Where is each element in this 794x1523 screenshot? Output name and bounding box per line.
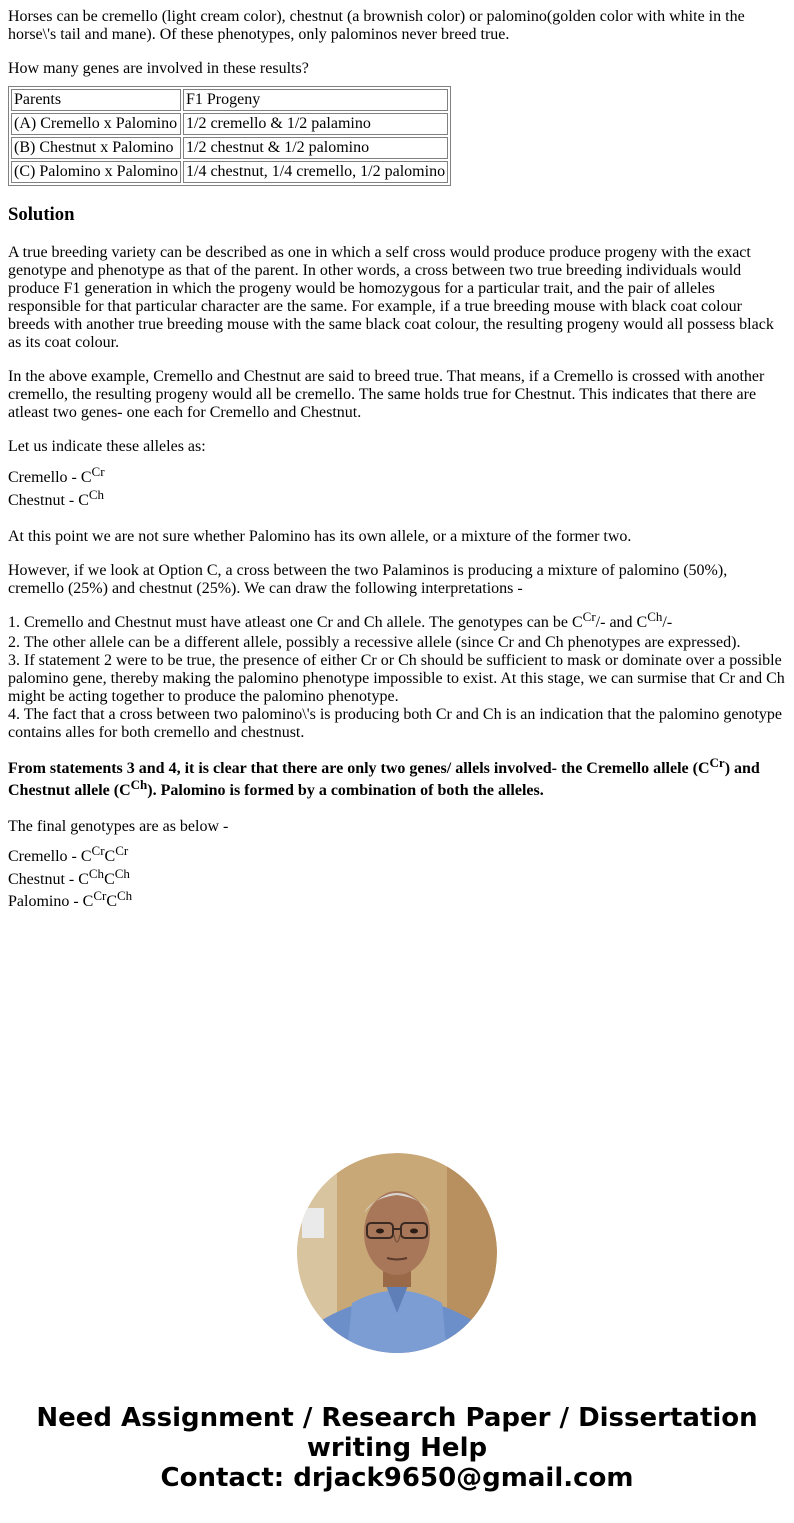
solution-paragraph: The final genotypes are as below - (8, 818, 229, 835)
table-cell: 1/2 cremello & 1/2 palamino (183, 113, 448, 135)
statement-2: 2. The other allele can be a different allele, possibly a recessive allele (since Cr and Ch phenotypes are expressed). (8, 634, 741, 651)
header-f1-progeny: F1 Progeny (183, 89, 448, 111)
chestnut-genotype: Chestnut - $C^{Ch}C^{Ch}$ (8, 865, 130, 888)
table-row (11, 161, 448, 183)
table-header-row (11, 89, 448, 111)
solution-paragraph: However, if we look at Option C, a cross between the two Palaminos is producing a mixture of palomino (50%), cremello (25%) and chestnut (25%). We can draw the following interpretations - (8, 562, 728, 597)
header-parents: Parents (11, 89, 181, 111)
solution-paragraph: In the above example, Cremello and Chestnut are said to breed true. That means, if a Cremello is crossed with another cremello, the resulting progeny would all be cremello. The same holds true for Chestnut. This indicates that there are atleast two genes- one each for Cremello and Chestnut. (8, 368, 765, 421)
statement-4: 4. The fact that a cross between two palomino\'s is producing both Cr and Ch is an indication that the palomino genotype contains alles for both cremello and chestnust. (8, 706, 782, 741)
palomino-genotype: Palomino - $C^{Cr}C^{Ch}$ (8, 888, 133, 910)
cremello-allele: Cremello - $C^{Cr}$ (8, 464, 105, 486)
contact-banner (0, 1403, 794, 1493)
solution-heading: Solution (8, 204, 75, 225)
chestnut-allele: Chestnut - $C^{Ch}$ (8, 487, 105, 509)
question-intro: Horses can be cremello (light cream color), chestnut (a brownish color) or palomino(golden color with white in the horse\'s tail and mane). Of these phenotypes, only palominos never breed true. (8, 8, 745, 43)
final-genotypes (8, 843, 786, 914)
table-cell: 1/4 chestnut, 1/4 cremello, 1/2 palomino (183, 161, 448, 183)
statement-3: 3. If statement 2 were to be true, the presence of either Cr or Ch should be sufficient to mask or dominate over a possible palomino gene, thereby making the palomino phenotype impossible to exist. At this stage, we can surmise that Cr and Ch might be acting together to produce the palomino phenotype. (8, 652, 785, 705)
banner-line-1: Need Assignment / Research Paper / Dissertation (36, 1403, 758, 1433)
banner-line-2: writing Help (306, 1433, 488, 1463)
cross-table (8, 86, 451, 186)
banner-contact: Contact: drjack9650@gmail.com (160, 1463, 634, 1493)
solution-paragraph: At this point we are not sure whether Palomino has its own allele, or a mixture of the former two. (8, 528, 632, 545)
interpretation-list (8, 609, 786, 742)
allele-notation (8, 466, 786, 512)
table-cell: (C) Palomino x Palomino (11, 161, 181, 183)
table-row (11, 137, 448, 159)
document-body (8, 8, 786, 930)
question-prompt: How many genes are involved in these results? (8, 60, 309, 77)
table-row (11, 113, 448, 135)
statement-1: 1. Cremello and Chestnut must have atleast one Cr and Ch allele. The genotypes can be $C^{Cr}/-$ and $C^{Ch}/-$ (8, 609, 673, 631)
cremello-genotype: Cremello - $C^{Cr}C^{Cr}$ (8, 843, 129, 865)
solution-paragraph: Let us indicate these alleles as: (8, 438, 206, 455)
table-cell: 1/2 chestnut & 1/2 palomino (183, 137, 448, 159)
avatar (297, 1153, 497, 1353)
conclusion: From statements 3 and 4, it is clear that there are only two genes/ allels involved- the Cremello allele $(C^{Cr})$ and Chestnut allele $(C^{Ch})$. Palomino is formed by a combination of both the alleles. (8, 755, 760, 799)
table-cell: (A) Cremello x Palomino (11, 113, 181, 135)
solution-paragraph: A true breeding variety can be described as one in which a self cross would produce produce progeny with the exact genotype and phenotype as that of the parent. In other words, a cross between two true breeding individuals would produce F1 generation in which the progeny would be homozygous for a particular trait, and the pair of alleles responsible for that particular character are the same. For example, if a true breeding mouse with black coat colour breeds with another true breeding mouse with the same black coat colour, the resulting progeny would all possess black as its coat colour. (8, 244, 774, 351)
table-cell: (B) Chestnut x Palomino (11, 137, 181, 159)
person-photo (297, 1153, 497, 1353)
